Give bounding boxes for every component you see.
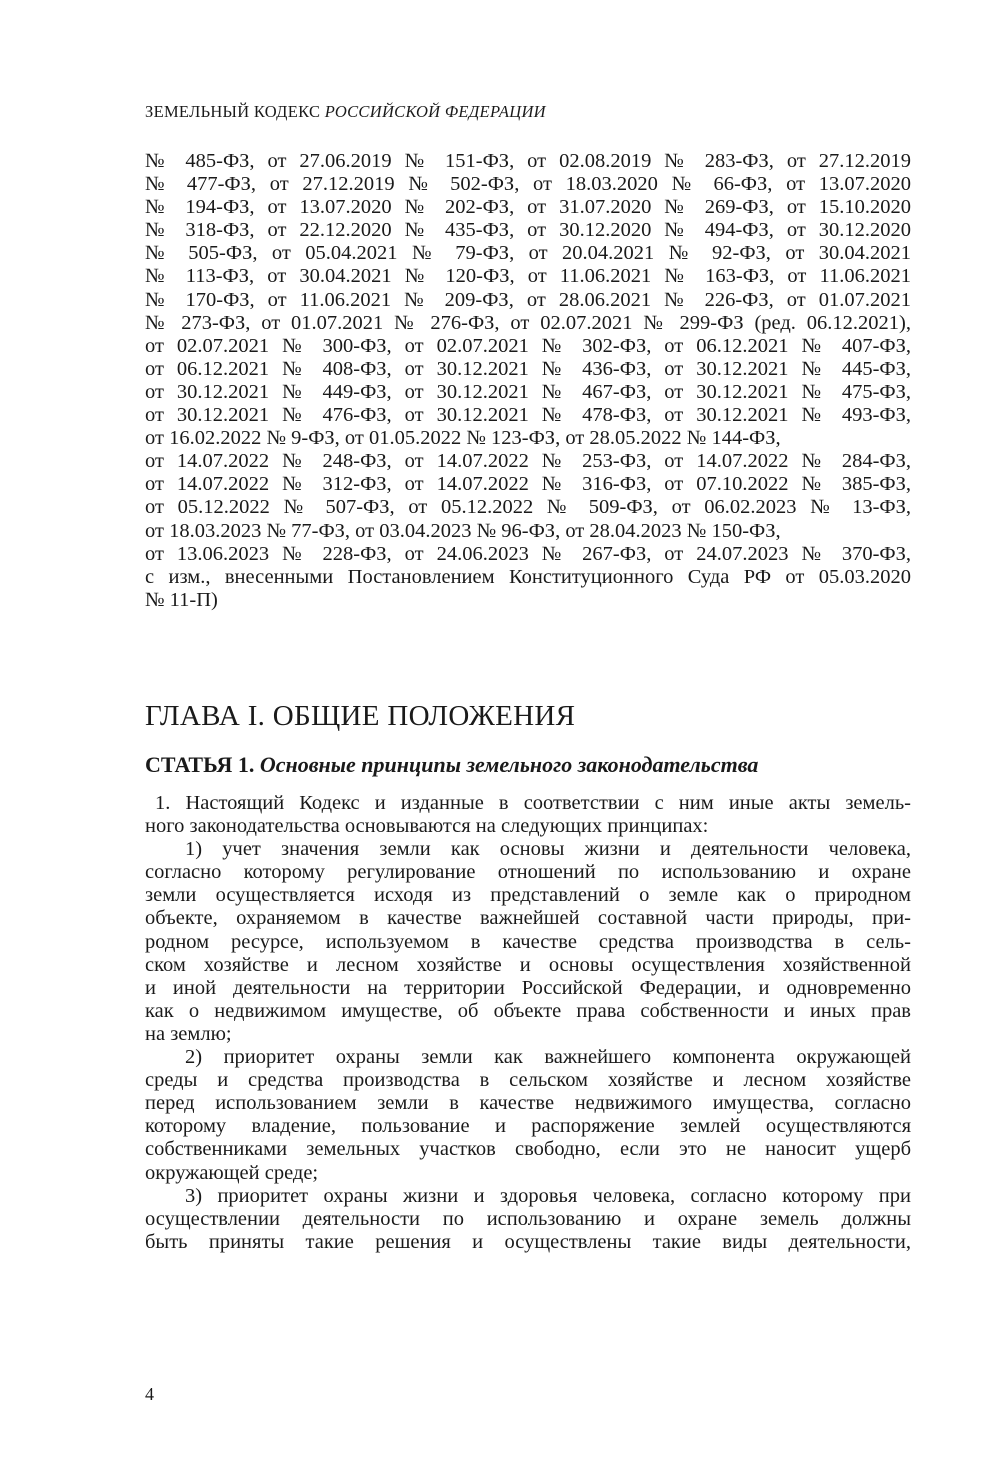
amendment-line: от 30.12.2021 № 476-ФЗ, от 30.12.2021 № 478-ФЗ, от 30.12.2021 № 493-ФЗ,: [145, 404, 911, 427]
body-line: родном ресурсе, используемом в качестве средства производства в сель-: [145, 930, 911, 953]
amendment-line: от 05.12.2022 № 507-ФЗ, от 05.12.2022 № 509-ФЗ, от 06.02.2023 № 13-ФЗ,: [145, 496, 911, 519]
amendment-line: № 194-ФЗ, от 13.07.2020 № 202-ФЗ, от 31.07.2020 № 269-ФЗ, от 15.10.2020: [145, 196, 911, 219]
body-line: 1) учет значения земли как основы жизни и деятельности человека,: [185, 838, 911, 861]
article-body: [145, 792, 911, 1254]
amendment-line: № 170-ФЗ, от 11.06.2021 № 209-ФЗ, от 28.06.2021 № 226-ФЗ, от 01.07.2021: [145, 288, 911, 311]
amendments-list: [145, 150, 911, 612]
article-label: СТАТЬЯ 1.: [145, 752, 255, 777]
body-line: 1. Настоящий Кодекс и изданные в соответствии с ним иные акты земель-: [155, 792, 911, 814]
article-title: Основные принципы земельного законодательства: [259, 752, 759, 777]
body-line: согласно которому регулирование отношений по использованию и охране: [145, 861, 911, 884]
body-line: окружающей среде;: [145, 1161, 319, 1184]
running-head-title: ЗЕМЕЛЬНЫЙ КОДЕКС: [145, 102, 321, 121]
amendment-line: № 505-ФЗ, от 05.04.2021 № 79-ФЗ, от 20.04.2021 № 92-ФЗ, от 30.04.2021: [145, 242, 911, 265]
body-line: перед использованием земли в качестве недвижимого имущества, согласно: [145, 1092, 911, 1115]
body-line: и иной деятельности на территории Российской Федерации, и одновременно: [145, 976, 911, 999]
amendment-line: от 02.07.2021 № 300-ФЗ, от 02.07.2021 № 302-ФЗ, от 06.12.2021 № 407-ФЗ,: [145, 334, 911, 357]
body-line: на землю;: [145, 1022, 232, 1045]
body-line: осуществлении деятельности по использованию и охране земель должны: [145, 1207, 911, 1230]
amendment-line: № 318-ФЗ, от 22.12.2020 № 435-ФЗ, от 30.12.2020 № 494-ФЗ, от 30.12.2020: [145, 219, 911, 242]
body-line: которому владение, пользование и распоряжение землей осуществляются: [145, 1115, 911, 1138]
amendment-line: от 18.03.2023 № 77-ФЗ, от 03.04.2023 № 96-ФЗ, от 28.04.2023 № 150-ФЗ,: [145, 519, 781, 542]
page-number: 4: [145, 1384, 154, 1404]
running-head: [145, 102, 546, 122]
amendment-line: от 14.07.2022 № 248-ФЗ, от 14.07.2022 № 253-ФЗ, от 14.07.2022 № 284-ФЗ,: [145, 450, 911, 473]
body-line: собственниками земельных участков свободно, если это не наносит ущерб: [145, 1138, 911, 1161]
body-line: среды и средства производства в сельском хозяйстве и лесном хозяйстве: [145, 1069, 911, 1092]
chapter-label: ГЛАВА I.: [145, 700, 266, 732]
amendment-line: от 16.02.2022 № 9-ФЗ, от 01.05.2022 № 123-ФЗ, от 28.05.2022 № 144-ФЗ,: [145, 427, 781, 450]
article-heading: [145, 752, 758, 778]
body-line: быть приняты такие решения и осуществлены такие виды деятельности,: [145, 1230, 911, 1253]
body-line: как о недвижимом имуществе, об объекте права собственности и иных прав: [145, 999, 911, 1022]
amendment-line: № 485-ФЗ, от 27.06.2019 № 151-ФЗ, от 02.08.2019 № 283-ФЗ, от 27.12.2019: [145, 150, 911, 172]
body-line: 2) приоритет охраны земли как важнейшего компонента окружающей: [185, 1046, 911, 1069]
amendment-line: № 113-ФЗ, от 30.04.2021 № 120-ФЗ, от 11.06.2021 № 163-ФЗ, от 11.06.2021: [145, 265, 911, 288]
running-head-subtitle: РОССИЙСКОЙ ФЕДЕРАЦИИ: [324, 102, 546, 121]
amendment-line: от 06.12.2021 № 408-ФЗ, от 30.12.2021 № 436-ФЗ, от 30.12.2021 № 445-ФЗ,: [145, 357, 911, 380]
body-line: объекте, охраняемом в качестве важнейшей составной части природы, при-: [145, 907, 911, 930]
amendment-line: от 30.12.2021 № 449-ФЗ, от 30.12.2021 № 467-ФЗ, от 30.12.2021 № 475-ФЗ,: [145, 380, 911, 403]
body-line: 3) приоритет охраны жизни и здоровья человека, согласно которому при: [185, 1184, 911, 1207]
amendment-line: с изм., внесенными Постановлением Конституционного Суда РФ от 05.03.2020: [145, 565, 911, 588]
amendment-line: № 11-П): [145, 588, 218, 611]
chapter-heading: [145, 700, 575, 733]
body-line: ском хозяйстве и лесном хозяйстве и основы осуществления хозяйственной: [145, 953, 911, 976]
body-line: ного законодательства основываются на следующих принципах:: [145, 815, 709, 838]
chapter-title: ОБЩИЕ ПОЛОЖЕНИЯ: [272, 700, 576, 732]
amendment-line: № 273-ФЗ, от 01.07.2021 № 276-ФЗ, от 02.07.2021 № 299-ФЗ (ред. 06.12.2021),: [145, 311, 911, 334]
amendment-line: № 477-ФЗ, от 27.12.2019 № 502-ФЗ, от 18.03.2020 № 66-ФЗ, от 13.07.2020: [145, 173, 911, 196]
amendment-line: от 14.07.2022 № 312-ФЗ, от 14.07.2022 № 316-ФЗ, от 07.10.2022 № 385-ФЗ,: [145, 473, 911, 496]
body-line: земли осуществляется исходя из представлений о земле как о природном: [145, 884, 911, 907]
amendment-line: от 13.06.2023 № 228-ФЗ, от 24.06.2023 № 267-ФЗ, от 24.07.2023 № 370-ФЗ,: [145, 542, 911, 565]
